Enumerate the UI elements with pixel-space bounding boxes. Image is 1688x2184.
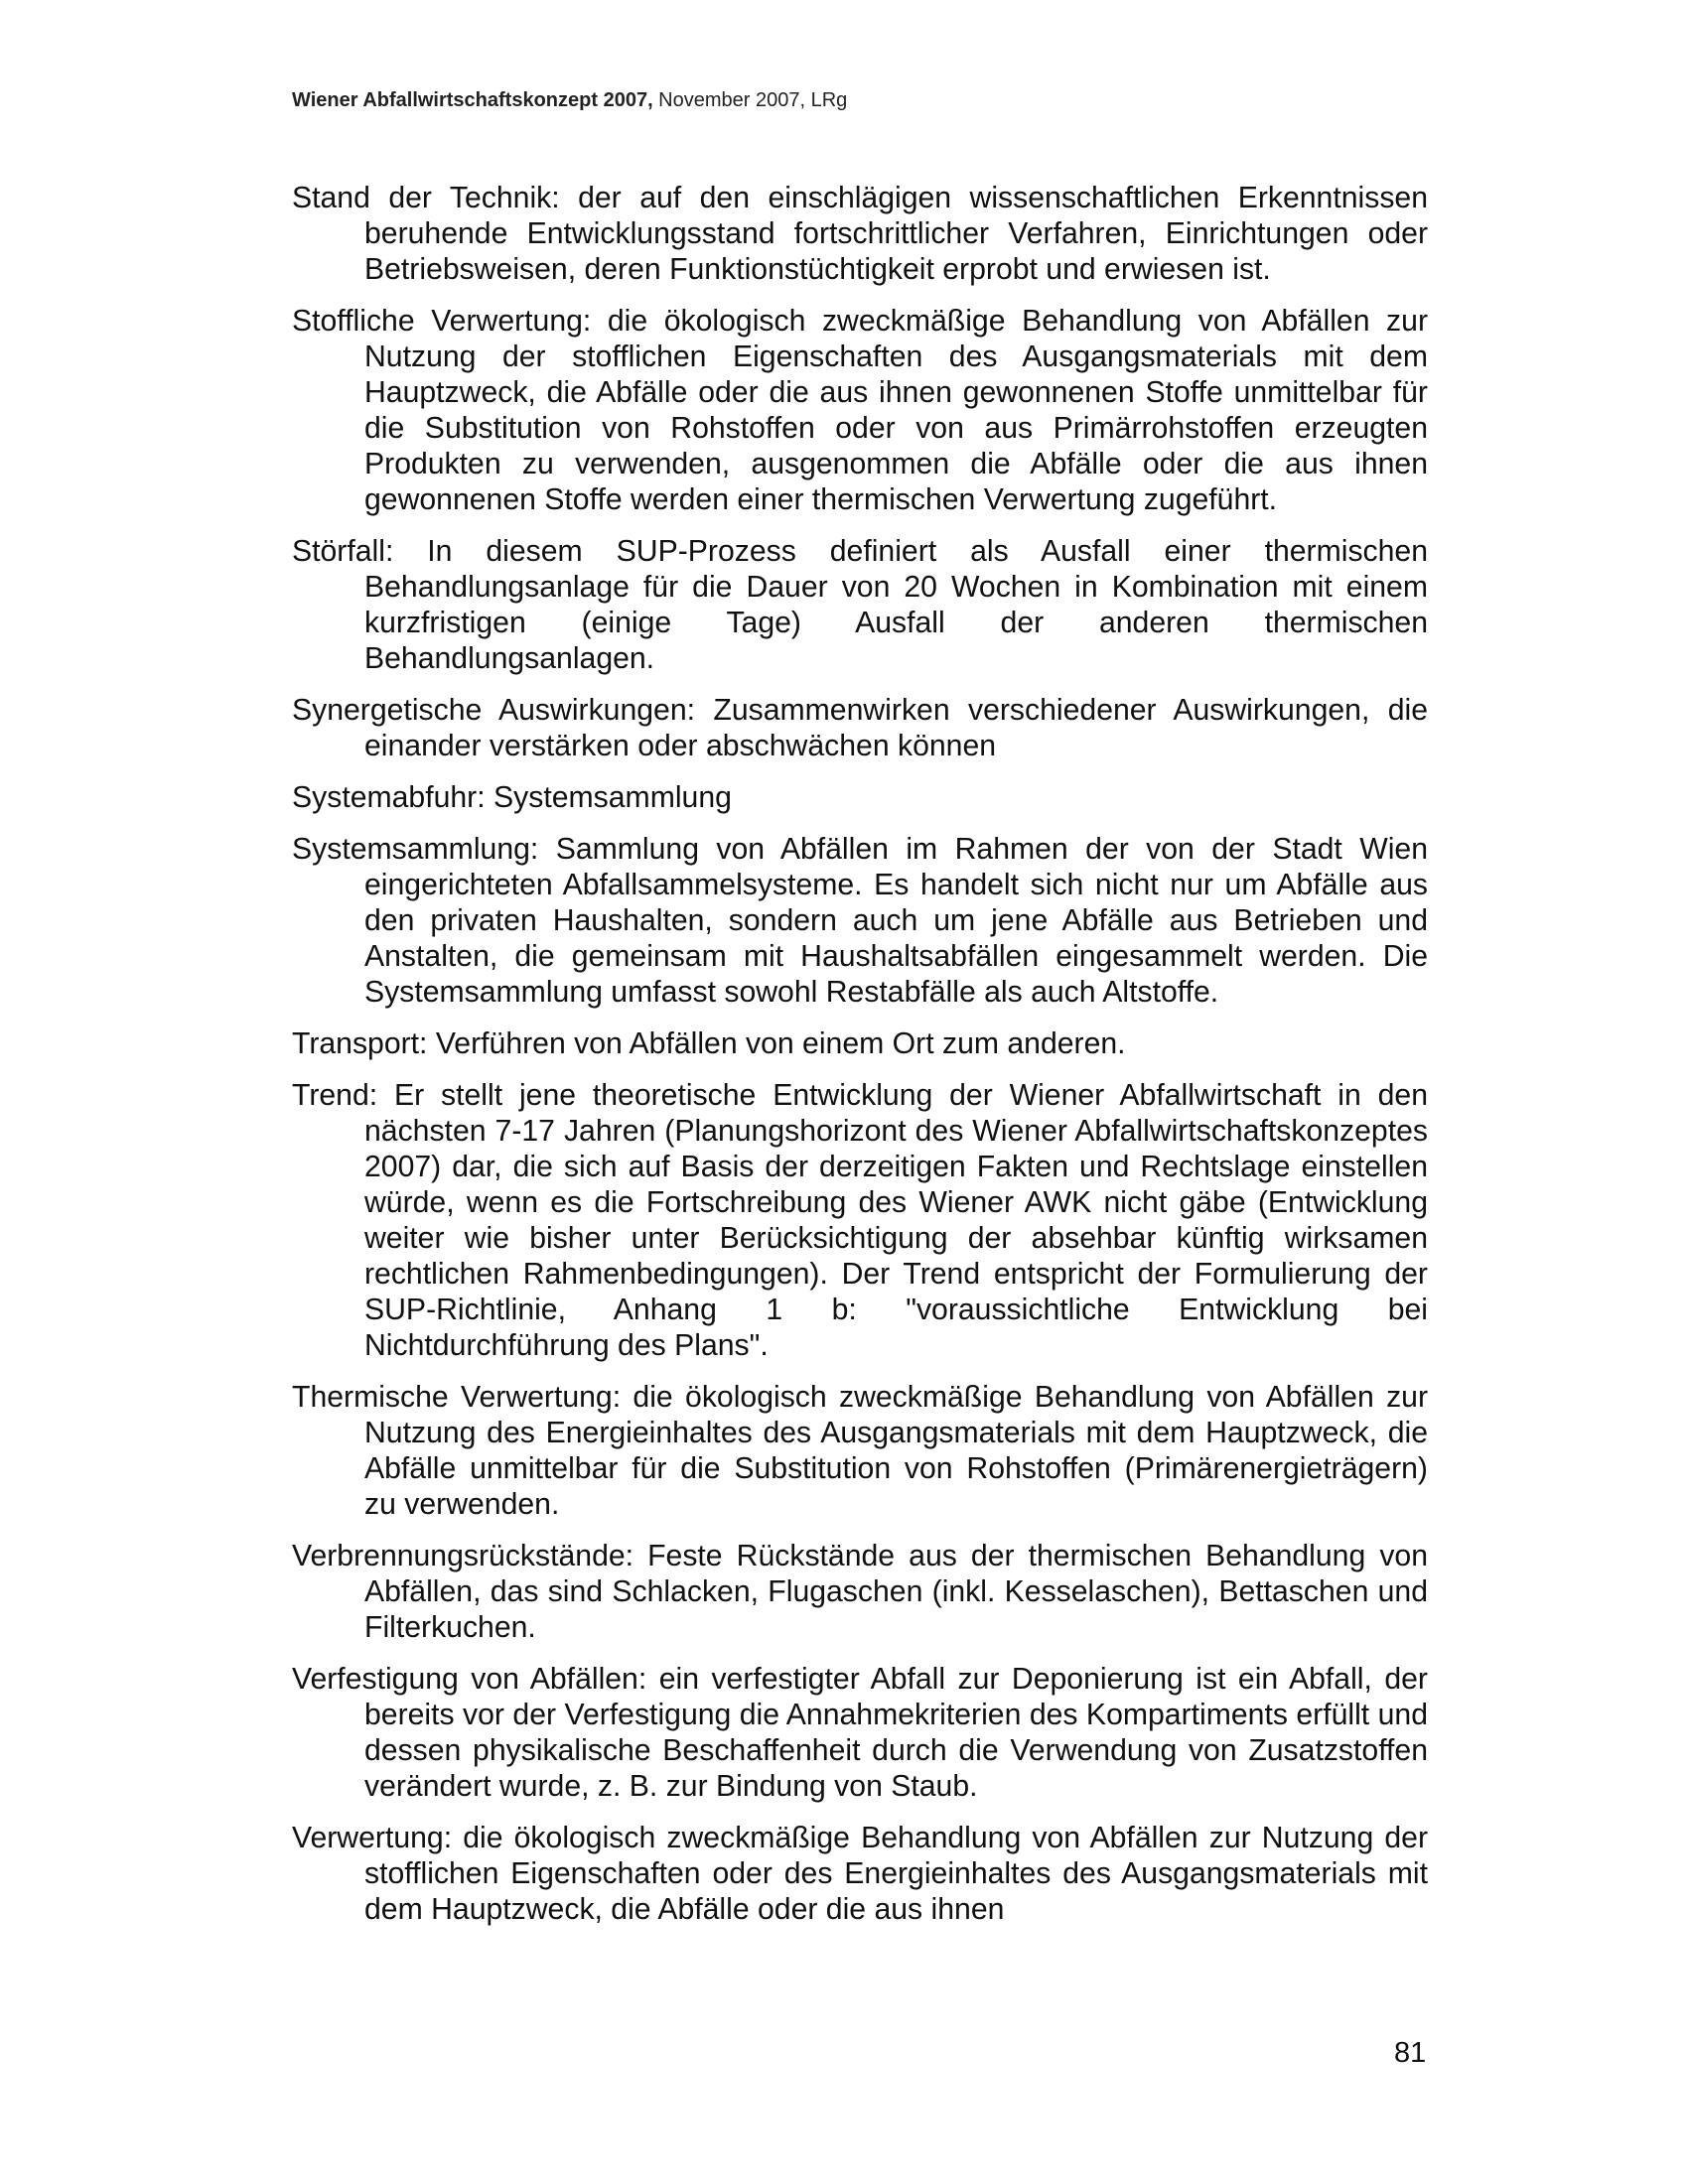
glossary-entry-thermische-verwertung: Thermische Verwertung: die ökologisch zweckmäßige Behandlung von Abfällen zur Nutzung des Energieinhaltes des Ausgangsmaterials mit dem Hauptzweck, die Abfälle unmittelbar für die Substitution von Rohstoffen (Primärenergieträgern) zu verwenden. <box>292 1381 1428 1521</box>
glossary-entry-stoerfall: Störfall: In diesem SUP-Prozess definiert als Ausfall einer thermischen Behandlungsanlage für die Dauer von 20 Wochen in Kombination mit einem kurzfristigen (einige Tage) Ausfall der anderen thermischen Behandlungsanlagen. <box>292 535 1428 675</box>
page-number: 81 <box>1394 2037 1427 2069</box>
glossary-entry-systemsammlung: Systemsammlung: Sammlung von Abfällen im Rahmen der von der Stadt Wien eingerichteten Abfallsammelsysteme. Es handelt sich nicht nur um Abfälle aus den privaten Haushalten, sondern auch um jene Abfälle aus Betrieben und Anstalten, die gemeinsam mit Haushaltsabfällen eingesammelt werden. Die Systemsammlung umfasst sowohl Restabfälle als auch Altstoffe. <box>292 833 1428 1009</box>
glossary-entry-systemabfuhr: Systemabfuhr: Systemsammlung <box>292 781 732 814</box>
header-title: Wiener Abfallwirtschaftskonzept 2007, <box>292 89 653 111</box>
glossary-entry-verbrennungsrueckstaende: Verbrennungsrückstände: Feste Rückstände aus der thermischen Behandlung von Abfällen, das sind Schlacken, Flugaschen (inkl. Kesselaschen), Bettaschen und Filterkuchen. <box>292 1540 1428 1644</box>
glossary-entry-synergetische-auswirkungen: Synergetische Auswirkungen: Zusammenwirken verschiedener Auswirkungen, die einander verstärken oder abschwächen können <box>292 694 1428 762</box>
header-meta: November 2007, LRg <box>652 89 848 111</box>
glossary-entry-trend: Trend: Er stellt jene theoretische Entwicklung der Wiener Abfallwirtschaft in den nächsten 7-17 Jahren (Planungshorizont des Wiener Abfallwirtschaftskonzeptes 2007) dar, die sich auf Basis der derzeitigen Fakten und Rechtslage einstellen würde, wenn es die Fortschreibung des Wiener AWK nicht gäbe (Entwicklung weiter wie bisher unter Berücksichtigung der absehbar künftig wirksamen rechtlichen Rahmenbedingungen). Der Trend entspricht der Formulierung der SUP-Richtlinie, Anhang 1 b: "voraussichtliche Entwicklung bei Nichtdurchführung des Plans". <box>292 1079 1428 1362</box>
glossary-entry-stand-der-technik: Stand der Technik: der auf den einschlägigen wissenschaftlichen Erkenntnissen beruhende Entwicklungsstand fortschrittlicher Verfahren, Einrichtungen oder Betriebsweisen, deren Funktionstüchtigkeit erprobt und erwiesen ist. <box>292 182 1428 286</box>
running-header <box>292 89 847 112</box>
glossary-entry-verfestigung: Verfestigung von Abfällen: ein verfestigter Abfall zur Deponierung ist ein Abfall, der bereits vor der Verfestigung die Annahmekriterien des Kompartiments erfüllt und dessen physikalische Beschaffenheit durch die Verwendung von Zusatzstoffen verändert wurde, z. B. zur Bindung von Staub. <box>292 1663 1428 1803</box>
glossary-entry-transport: Transport: Verführen von Abfällen von einem Ort zum anderen. <box>292 1027 1126 1060</box>
glossary-entry-verwertung: Verwertung: die ökologisch zweckmäßige Behandlung von Abfällen zur Nutzung der stofflichen Eigenschaften oder des Energieinhaltes des Ausgangsmaterials mit dem Hauptzweck, die Abfälle oder die aus ihnen <box>292 1822 1428 1926</box>
glossary-entry-stoffliche-verwertung: Stoffliche Verwertung: die ökologisch zweckmäßige Behandlung von Abfällen zur Nutzung der stofflichen Eigenschaften des Ausgangsmaterials mit dem Hauptzweck, die Abfälle oder die aus ihnen gewonnenen Stoffe unmittelbar für die Substitution von Rohstoffen oder von aus Primärrohstoffen erzeugten Produkten zu verwenden, ausgenommen die Abfälle oder die aus ihnen gewonnenen Stoffe werden einer thermischen Verwertung zugeführt. <box>292 305 1428 516</box>
glossary-body <box>292 181 1428 1944</box>
